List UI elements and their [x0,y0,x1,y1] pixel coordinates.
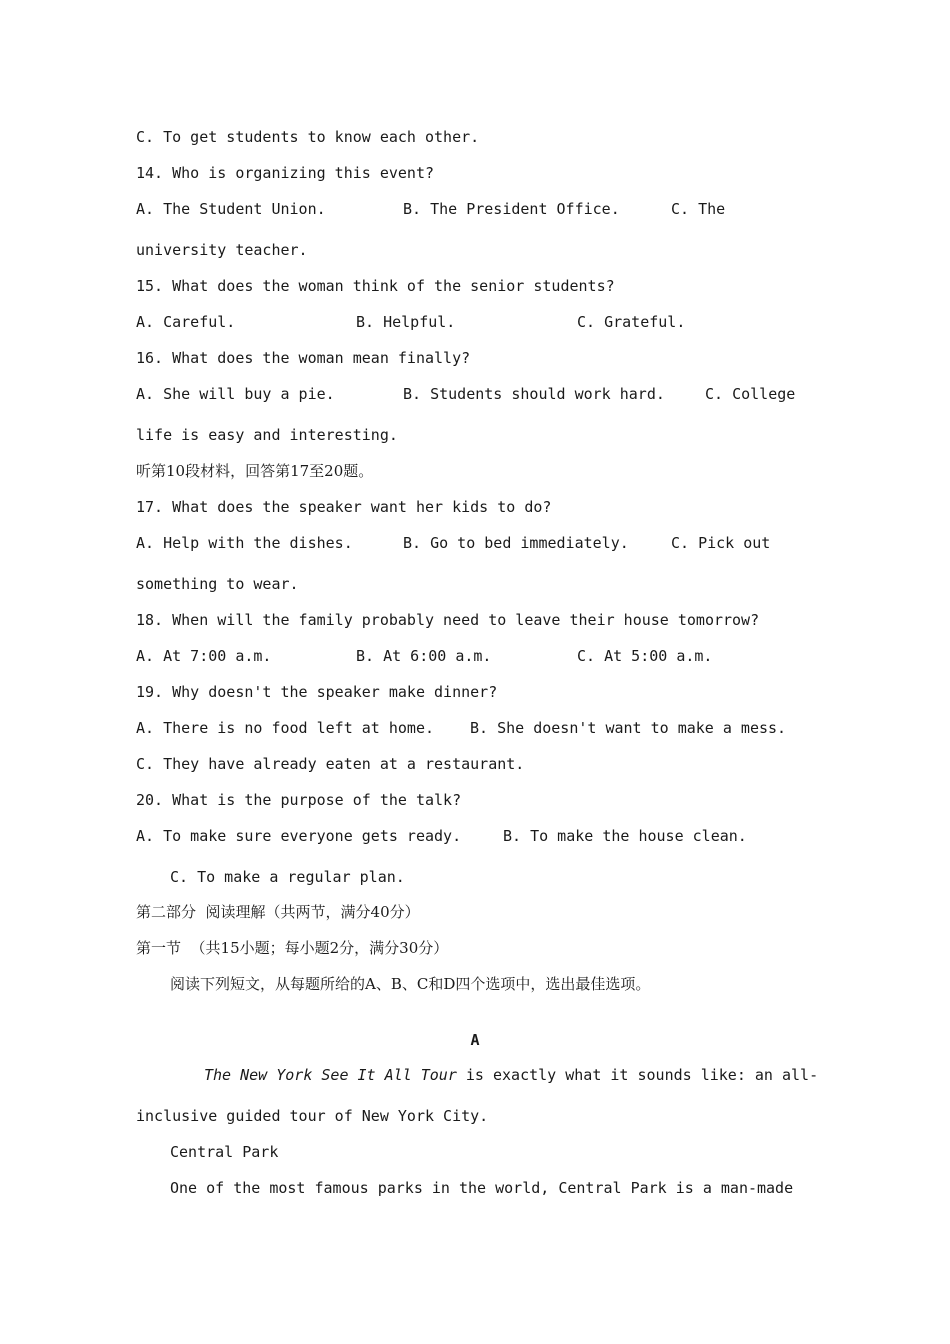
q16-option-c-cont: life is easy and interesting. [136,426,398,444]
q14-option-c-cont: university teacher. [136,241,308,259]
q20-option-a: A. To make sure everyone gets ready. [136,827,462,845]
q17-option-c: C. Pick out [671,534,771,552]
q18-option-c: C. At 5:00 a.m. [577,647,713,665]
q20-option-b: B. To make the house clean. [503,827,747,845]
q17-option-a: A. Help with the dishes. [136,534,353,552]
q19-option-a: A. There is no food left at home. [136,719,435,737]
q14-option-a: A. The Student Union. [136,200,326,218]
passage-intro [204,1065,818,1085]
q17-option-c-cont: something to wear. [136,575,299,593]
q15-option-c: C. Grateful. [577,313,686,331]
central-park-heading: Central Park [170,1143,279,1161]
q13-option-c: C. To get students to know each other. [136,128,480,146]
q16-option-a: A. She will buy a pie. [136,385,335,403]
q18-option-a: A. At 7:00 a.m. [136,647,272,665]
section-10-heading: 听第10段材料，回答第17至20题。 [136,462,374,480]
q19-option-b: B. She doesn't want to make a mess. [470,719,787,737]
passage-intro-cont: inclusive guided tour of New York City. [136,1107,489,1125]
q16-option-b: B. Students should work hard. [403,385,665,403]
q14-option-b: B. The President Office. [403,200,620,218]
question-16: 16. What does the woman mean finally? [136,349,471,367]
q14-option-c: C. The [671,200,726,218]
q19-option-c: C. They have already eaten at a restaurant. [136,755,525,773]
passage-title: A [470,1031,480,1049]
question-17: 17. What does the speaker want her kids to do? [136,498,552,516]
section-one-heading: 第一节 （共15小题；每小题2分，满分30分） [136,939,449,957]
question-19: 19. Why doesn't the speaker make dinner? [136,683,498,701]
q18-option-b: B. At 6:00 a.m. [356,647,492,665]
q16-option-c: C. College [705,385,796,403]
question-14: 14. Who is organizing this event? [136,164,435,182]
part-two-heading: 第二部分 阅读理解（共两节，满分40分） [136,903,420,921]
question-18: 18. When will the family probably need to leave their house tomorrow? [136,611,760,629]
q15-option-b: B. Helpful. [356,313,456,331]
tour-name: The New York See It All Tour [204,1066,457,1084]
passage-intro-rest: is exactly what it sounds like: an all- [456,1066,819,1084]
q15-option-a: A. Careful. [136,313,236,331]
question-20: 20. What is the purpose of the talk? [136,791,462,809]
reading-instructions: 阅读下列短文，从每题所给的A、B、C和D四个选项中，选出最佳选项。 [170,975,651,993]
q17-option-b: B. Go to bed immediately. [403,534,629,552]
q20-option-c: C. To make a regular plan. [170,868,405,886]
central-park-text: One of the most famous parks in the world, Central Park is a man-made [170,1179,794,1197]
question-15: 15. What does the woman think of the senior students? [136,277,615,295]
